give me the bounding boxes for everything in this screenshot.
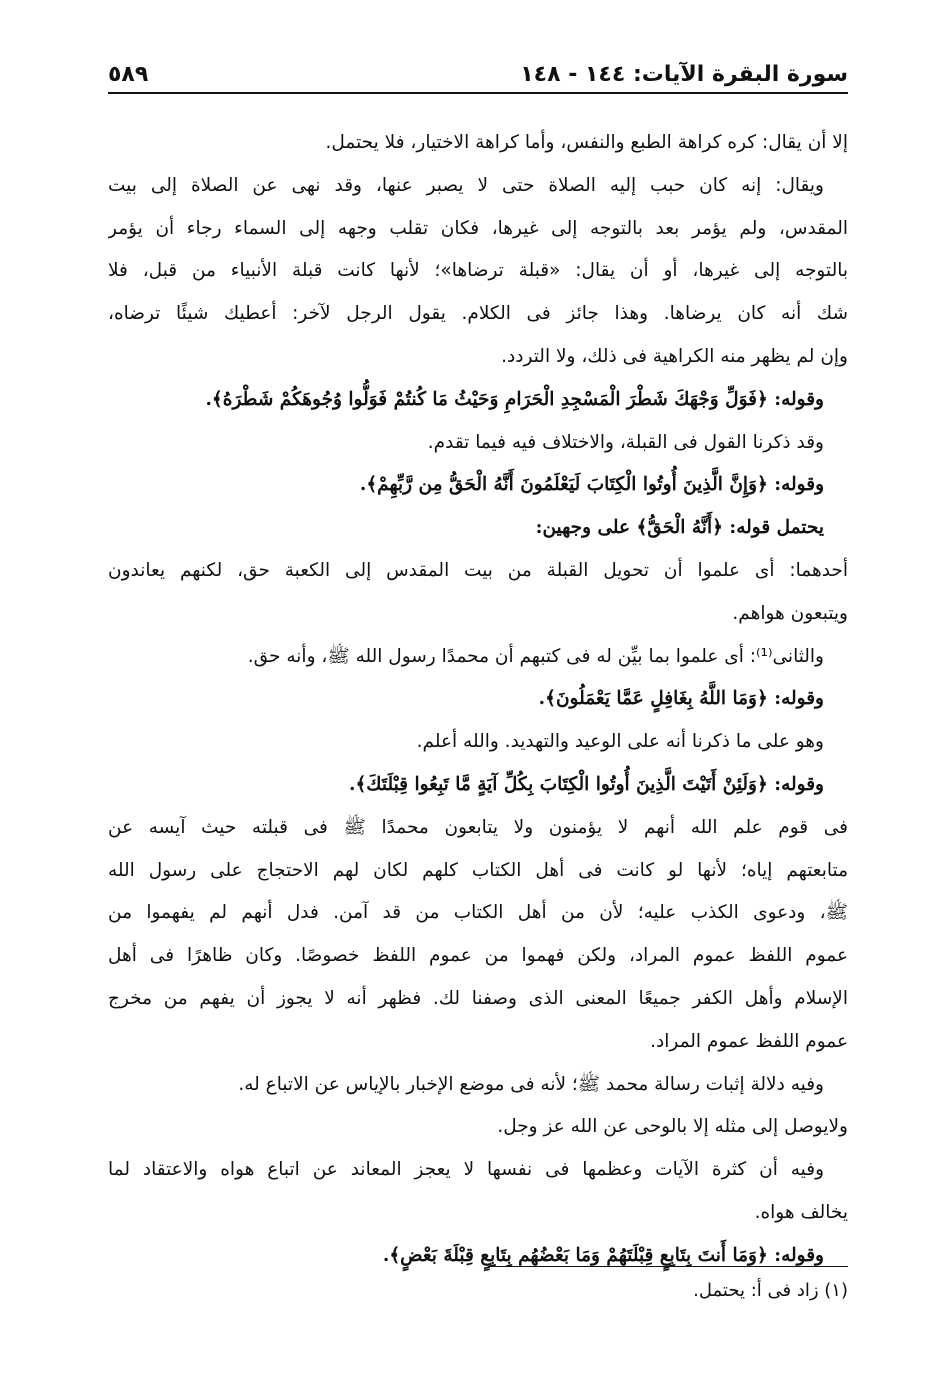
- text-line: وقوله: ﴿فَوَلِّ وَجْهَكَ شَطْرَ الْمَسْجِدِ الْحَرَامِ وَحَيْثُ مَا كُنتُمْ فَوَلُّوا وُجُوهَكُمْ شَطْرَهُ﴾.: [205, 388, 824, 410]
- text-line: شك أنه كان يرضاها. وهذا جائز فى الكلام. يقول الرجل لآخر: أعطيك شيئًا ترضاه،: [108, 303, 848, 325]
- text-line: عموم اللفظ عموم المراد.: [650, 1030, 848, 1052]
- text-line: ويقال: إنه كان حبب إليه الصلاة حتى لا يصبر عنها، وقد نهى عن الصلاة إلى بيت: [108, 174, 824, 196]
- text-line: ويتبعون هواهم.: [732, 602, 848, 624]
- text-line: إلا أن يقال: كره كراهة الطبع والنفس، وأما كراهة الاختيار، فلا يحتمل.: [325, 132, 848, 153]
- text-line: وقوله: ﴿وَمَا أَنتَ بِتَابِعٍ قِبْلَتَهُمْ وَمَا بَعْضُهُم بِتَابِعٍ قِبْلَةَ بَعْضٍ﴾.: [382, 1244, 824, 1266]
- text-line: متابعتهم إياه؛ لأنها لو كانت فى أهل الكتاب كلهم لكان لهم الاحتجاج على رسول الله: [108, 859, 848, 881]
- text-line: فى قوم علم الله أنهم لا يؤمنون ولا يتابعون محمدًا ﷺ فى قبلته حيث آيسه عن: [108, 816, 848, 838]
- text-line: ولايوصل إلى مثله إلا بالوحى عن الله عز وجل.: [497, 1116, 848, 1138]
- text-line: وهو على ما ذكرنا أنه على الوعيد والتهديد. والله أعلم.: [416, 731, 824, 753]
- text-line: وقد ذكرنا القول فى القبلة، والاختلاف فيه فيما تقدم.: [427, 431, 824, 453]
- page-number: ٥٨٩: [108, 61, 149, 87]
- text-line: المقدس، ولم يؤمر بعد بالتوجه إلى غيرها، فكان تقلب وجهه إلى السماء رجاء أن يؤمر: [108, 217, 848, 239]
- text-line: وقوله: ﴿وَمَا اللَّهُ بِغَافِلٍ عَمَّا يَعْمَلُونَ﴾.: [538, 688, 824, 710]
- body-text: [108, 122, 848, 1278]
- text-line: والثانى⁽¹⁾: أى علموا بما بيِّن له فى كتبهم أن محمدًا رسول الله ﷺ، وأنه حق.: [247, 645, 824, 667]
- text-line: وإن لم يظهر منه الكراهية فى ذلك، ولا التردد.: [501, 345, 848, 367]
- text-line: يحتمل قوله: ﴿أَنَّهُ الْحَقُّ﴾ على وجهين:: [535, 517, 824, 539]
- text-line: وفيه أن كثرة الآيات وعظمها فى نفسها لا يعجز المعاند عن اتباع هواه والاعتقاد لما: [108, 1159, 824, 1181]
- text-line: يخالف هواه.: [754, 1201, 848, 1223]
- header-title: سورة البقرة الآيات: ١٤٤ - ١٤٨: [520, 61, 848, 87]
- text-line: وفيه دلالة إثبات رسالة محمد ﷺ؛ لأنه فى موضع الإخبار بالإياس عن الاتباع له.: [238, 1073, 824, 1095]
- text-line: ﷺ، ودعوى الكذب عليه؛ لأن من أهل الكتاب من قد آمن. فدل أنهم لم يفهموا من: [108, 902, 848, 924]
- text-line: بالتوجه إلى غيرها، أو أن يقال: «قبلة ترضاها»؛ لأنها كانت قبلة الأنبياء من قبل، فلا: [108, 260, 848, 282]
- text-line: عموم اللفظ عموم المراد، ولكن فهموا من عموم اللفظ خصوصًا. وكان ظاهرًا فى أهل: [108, 945, 848, 967]
- text-line: الإسلام وأهل الكفر جميعًا المعنى الذى وصفنا لك. فظهر أنه لا يجوز أن يفهم من مخرج: [108, 987, 848, 1009]
- text-line: وقوله: ﴿وَإِنَّ الَّذِينَ أُوتُوا الْكِتَابَ لَيَعْلَمُونَ أَنَّهُ الْحَقُّ مِن رَّبِّهِمْ﴾.: [359, 474, 824, 496]
- footnote-separator: [488, 1266, 848, 1267]
- text-line: أحدهما: أى علموا أن تحويل القبلة من بيت المقدس إلى الكعبة حق، لكنهم يعاندون: [108, 559, 848, 581]
- footnote: (١) زاد فى أ: يحتمل.: [693, 1280, 848, 1301]
- text-line: وقوله: ﴿وَلَئِنْ أَتَيْتَ الَّذِينَ أُوتُوا الْكِتَابَ بِكُلِّ آيَةٍ مَّا تَبِعُوا قِبْلَتَكَ﴾.: [349, 773, 824, 795]
- running-header: [108, 56, 848, 94]
